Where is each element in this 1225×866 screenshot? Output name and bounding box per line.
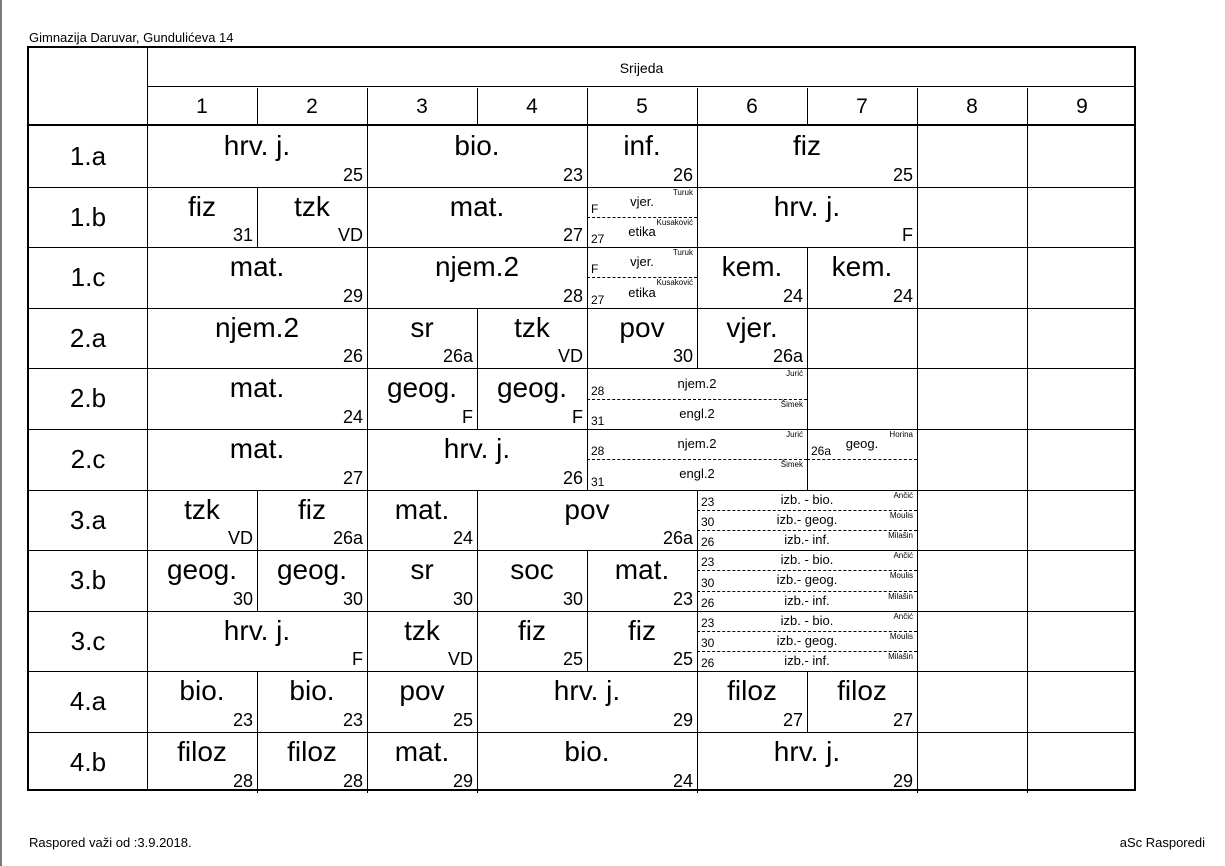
group-teacher: Milašin <box>888 652 913 662</box>
period-number: 8 <box>966 95 978 118</box>
lesson-subject: fiz <box>188 190 216 222</box>
lesson-cell[interactable] <box>367 550 477 611</box>
lesson-room: 26 <box>562 467 583 488</box>
group-subject: etika <box>628 284 656 300</box>
lesson-cell[interactable] <box>147 308 367 369</box>
split-lesson-cell[interactable] <box>807 429 917 490</box>
group-subject: izb.- inf. <box>784 592 830 608</box>
lesson-room: 29 <box>452 770 473 791</box>
lesson-subject: njem.2 <box>434 251 520 283</box>
lesson-cell[interactable] <box>367 187 587 248</box>
split-lesson-cell[interactable] <box>587 368 807 429</box>
lesson-subject: hrv. j. <box>223 614 291 646</box>
period-divider <box>697 88 698 126</box>
lesson-cell[interactable] <box>367 368 477 429</box>
group-lesson <box>697 591 917 611</box>
day-header: Srijeda <box>619 60 664 76</box>
lesson-subject: mat. <box>394 736 450 767</box>
group-room: 27 <box>591 232 605 247</box>
lesson-cell[interactable] <box>697 247 807 308</box>
group-lesson <box>587 277 697 307</box>
lesson-room: 28 <box>562 285 583 306</box>
group-subject: izb. - bio. <box>780 552 834 568</box>
lesson-room: F <box>352 649 363 670</box>
lesson-cell[interactable] <box>587 550 697 611</box>
lesson-room: 24 <box>452 528 473 549</box>
lesson-subject: sr <box>410 554 434 586</box>
lesson-room: 23 <box>232 709 253 730</box>
lesson-room: 30 <box>232 588 253 609</box>
group-room: 26a <box>811 444 832 459</box>
lesson-room: 29 <box>892 770 913 791</box>
lesson-subject: hrv. j. <box>773 190 841 222</box>
lesson-room: 26a <box>332 528 363 549</box>
lesson-subject: geog. <box>496 372 568 404</box>
cell-divider <box>1027 671 1028 732</box>
group-teacher: Horina <box>889 430 913 439</box>
lesson-cell[interactable] <box>147 550 257 611</box>
split-lesson-cell[interactable] <box>697 550 917 611</box>
lesson-room: 24 <box>782 285 803 306</box>
lesson-subject: filoz <box>837 675 887 707</box>
lesson-room: 25 <box>892 164 913 185</box>
lesson-cell[interactable] <box>697 308 807 369</box>
period-divider <box>1027 88 1028 126</box>
lesson-subject: geog. <box>386 372 458 404</box>
class-label: 3.a <box>69 504 107 535</box>
lesson-cell[interactable] <box>477 550 587 611</box>
group-lesson <box>587 217 697 247</box>
lesson-subject: hrv. j. <box>223 130 291 161</box>
class-label: 4.a <box>69 686 107 717</box>
lesson-cell[interactable] <box>587 611 697 672</box>
lesson-subject: tzk <box>514 311 550 343</box>
lesson-cell[interactable] <box>477 490 697 551</box>
lesson-room: 27 <box>562 225 583 246</box>
lesson-subject: bio. <box>564 736 610 767</box>
lesson-cell[interactable] <box>257 187 367 248</box>
group-room: F <box>591 201 599 216</box>
lesson-subject: bio. <box>289 675 335 707</box>
lesson-cell[interactable] <box>367 732 477 793</box>
group-subject: njem.2 <box>677 375 717 391</box>
lesson-subject: fiz <box>298 493 326 525</box>
lesson-subject: mat. <box>614 554 670 586</box>
lesson-cell[interactable] <box>257 732 367 793</box>
group-teacher: Ančić <box>893 490 913 500</box>
group-subject: engl.2 <box>679 405 715 421</box>
lesson-room: 30 <box>452 588 473 609</box>
group-lesson <box>587 187 697 217</box>
lesson-subject: filoz <box>177 736 227 767</box>
lesson-subject: sr <box>410 311 434 343</box>
lesson-subject: mat. <box>449 190 505 222</box>
group-room: 23 <box>701 555 715 570</box>
lesson-cell[interactable] <box>257 671 367 732</box>
class-label: 1.b <box>69 201 107 232</box>
cell-divider <box>917 490 918 551</box>
group-lesson <box>587 429 807 459</box>
cell-divider <box>917 732 918 793</box>
lesson-subject: njem.2 <box>214 311 300 343</box>
cell-divider <box>917 368 918 429</box>
period-number: 7 <box>856 95 868 118</box>
lesson-subject: geog. <box>166 554 238 586</box>
group-subject: njem.2 <box>677 436 717 452</box>
cell-divider <box>917 671 918 732</box>
lesson-room: 26a <box>772 346 803 367</box>
valid-from: Raspored važi od :3.9.2018. <box>29 835 192 850</box>
cell-divider <box>917 126 918 187</box>
cell-divider <box>1027 126 1028 187</box>
lesson-room: VD <box>557 346 583 367</box>
lesson-cell[interactable] <box>697 671 807 732</box>
lesson-cell[interactable] <box>147 732 257 793</box>
period-number: 5 <box>636 95 648 118</box>
group-room: 26 <box>701 656 715 671</box>
lesson-cell[interactable] <box>367 671 477 732</box>
lesson-cell[interactable] <box>697 126 917 187</box>
group-room: F <box>591 262 599 277</box>
period-divider <box>477 88 478 126</box>
group-lesson <box>697 611 917 631</box>
group-teacher: Milašin <box>888 591 913 601</box>
cell-divider <box>917 550 918 611</box>
lesson-cell[interactable] <box>147 368 367 429</box>
group-subject: vjer. <box>630 254 654 270</box>
period-number: 4 <box>526 95 538 118</box>
lesson-room: 26a <box>442 346 473 367</box>
lesson-room: F <box>572 406 583 427</box>
lesson-cell[interactable] <box>477 368 587 429</box>
group-subject: izb.- inf. <box>784 653 830 669</box>
group-room: 23 <box>701 615 715 630</box>
cell-divider <box>917 611 918 672</box>
group-lesson <box>807 429 917 459</box>
group-teacher: Milašin <box>888 530 913 540</box>
lesson-cell[interactable] <box>477 308 587 369</box>
lesson-room: VD <box>227 528 253 549</box>
split-lesson-cell[interactable] <box>587 247 697 308</box>
lesson-cell[interactable] <box>477 611 587 672</box>
period-divider <box>257 88 258 126</box>
group-subject: izb.- geog. <box>776 633 838 649</box>
lesson-subject: filoz <box>287 736 337 767</box>
lesson-subject: geog. <box>276 554 348 586</box>
lesson-cell[interactable] <box>367 308 477 369</box>
lesson-cell[interactable] <box>147 247 367 308</box>
period-number: 1 <box>196 95 208 118</box>
class-label: 4.b <box>69 747 107 777</box>
period-divider <box>807 88 808 126</box>
lesson-cell[interactable] <box>367 126 587 187</box>
class-label: 3.c <box>70 625 106 656</box>
lesson-subject: fiz <box>628 614 656 646</box>
lesson-cell[interactable] <box>367 429 587 490</box>
group-room: 31 <box>591 474 605 489</box>
lesson-subject: mat. <box>229 372 285 404</box>
lesson-room: 26a <box>662 528 693 549</box>
group-room: 26 <box>701 535 715 550</box>
group-subject: izb. - bio. <box>780 612 834 628</box>
group-lesson <box>587 399 807 429</box>
group-subject: izb.- geog. <box>776 511 838 527</box>
group-lesson <box>697 510 917 530</box>
class-label: 3.b <box>69 565 107 596</box>
lesson-subject: soc <box>510 554 554 586</box>
group-subject: etika <box>628 224 656 240</box>
lesson-subject: pov <box>564 493 610 525</box>
lesson-room: 25 <box>452 709 473 730</box>
class-label: 1.a <box>69 141 107 171</box>
lesson-cell[interactable] <box>147 611 367 672</box>
cell-divider <box>1027 247 1028 308</box>
group-subject: izb. - bio. <box>780 491 834 507</box>
lesson-room: 27 <box>342 467 363 488</box>
lesson-subject: mat. <box>394 493 450 525</box>
lesson-subject: vjer. <box>726 311 778 343</box>
split-lesson-cell[interactable] <box>587 429 807 490</box>
group-lesson <box>697 490 917 510</box>
group-room: 30 <box>701 514 715 529</box>
group-subject: vjer. <box>630 193 654 209</box>
timetable-grid <box>27 46 1136 791</box>
cell-divider <box>1027 187 1028 248</box>
lesson-cell[interactable] <box>367 247 587 308</box>
lesson-room: 29 <box>342 285 363 306</box>
lesson-cell[interactable] <box>477 671 697 732</box>
lesson-subject: filoz <box>727 675 777 707</box>
lesson-cell[interactable] <box>147 187 257 248</box>
group-room: 28 <box>591 383 605 398</box>
period-divider <box>367 88 368 126</box>
group-lesson <box>697 651 917 671</box>
lesson-cell[interactable] <box>147 126 367 187</box>
class-label: 2.c <box>70 444 106 474</box>
lesson-room: 30 <box>342 588 363 609</box>
group-lesson <box>697 550 917 570</box>
school-name: Gimnazija Daruvar, Gundulićeva 14 <box>29 30 234 45</box>
lesson-cell[interactable] <box>587 308 697 369</box>
cell-divider <box>917 308 918 369</box>
lesson-cell[interactable] <box>367 611 477 672</box>
period-divider <box>917 88 918 126</box>
lesson-cell[interactable] <box>807 671 917 732</box>
cell-divider <box>917 247 918 308</box>
lesson-cell[interactable] <box>477 732 697 793</box>
lesson-subject: bio. <box>454 130 500 161</box>
lesson-room: 24 <box>342 406 363 427</box>
lesson-subject: kem. <box>721 251 783 283</box>
period-number: 9 <box>1076 95 1088 118</box>
group-teacher: Kusaković <box>656 278 693 288</box>
cell-divider <box>1027 429 1028 490</box>
lesson-subject: fiz <box>793 130 821 161</box>
lesson-room: 27 <box>892 709 913 730</box>
group-divider <box>807 459 917 460</box>
group-subject: geog. <box>845 436 879 452</box>
lesson-cell[interactable] <box>367 490 477 551</box>
group-teacher: Šimek <box>780 460 803 470</box>
cell-divider <box>1027 368 1028 429</box>
lesson-subject: tzk <box>294 190 330 222</box>
lesson-cell[interactable] <box>257 490 367 551</box>
group-room: 27 <box>591 292 605 307</box>
lesson-room: 25 <box>562 649 583 670</box>
period-number: 6 <box>746 95 758 118</box>
period-divider <box>587 88 588 126</box>
group-teacher: Jurić <box>786 430 803 439</box>
cell-divider <box>1027 490 1028 551</box>
lesson-cell[interactable] <box>587 126 697 187</box>
lesson-subject: tzk <box>404 614 440 646</box>
lesson-subject: tzk <box>184 493 220 525</box>
lesson-room: 28 <box>232 770 253 791</box>
cell-divider <box>917 187 918 248</box>
lesson-cell[interactable] <box>257 550 367 611</box>
lesson-room: F <box>462 406 473 427</box>
lesson-subject: pov <box>399 675 445 707</box>
group-lesson <box>587 368 807 398</box>
lesson-room: 26 <box>342 346 363 367</box>
software-name: aSc Rasporedi <box>1119 835 1205 850</box>
header-divider <box>147 86 1134 87</box>
lesson-subject: hrv. j. <box>773 736 841 767</box>
cell-divider <box>917 429 918 490</box>
lesson-cell[interactable] <box>807 247 917 308</box>
group-room: 23 <box>701 494 715 509</box>
lesson-room: 23 <box>562 164 583 185</box>
group-teacher: Ančić <box>893 551 913 561</box>
lesson-room: 30 <box>562 588 583 609</box>
group-room: 28 <box>591 444 605 459</box>
lesson-cell[interactable] <box>697 187 917 248</box>
lesson-cell[interactable] <box>147 671 257 732</box>
lesson-room: F <box>902 225 913 246</box>
lesson-room: 30 <box>672 346 693 367</box>
group-lesson <box>697 570 917 590</box>
lesson-subject: kem. <box>831 251 893 283</box>
group-teacher: Ančić <box>893 611 913 621</box>
cell-divider <box>1027 308 1028 369</box>
group-subject: izb.- geog. <box>776 572 838 588</box>
lesson-room: 26 <box>672 164 693 185</box>
lesson-room: VD <box>447 649 473 670</box>
group-room: 26 <box>701 595 715 610</box>
group-teacher: Kusaković <box>656 217 693 227</box>
class-label: 2.b <box>69 383 107 414</box>
lesson-room: 24 <box>672 770 693 791</box>
cell-divider <box>1027 732 1028 793</box>
cell-divider <box>807 368 808 429</box>
group-teacher: Jurić <box>786 369 803 379</box>
lesson-cell[interactable] <box>697 732 917 793</box>
page-edge <box>0 0 2 866</box>
group-room: 30 <box>701 636 715 651</box>
cell-divider <box>1027 611 1028 672</box>
lesson-subject: hrv. j. <box>443 433 511 464</box>
lesson-subject: inf. <box>623 130 661 161</box>
cell-divider <box>1027 550 1028 611</box>
lesson-subject: fiz <box>518 614 546 646</box>
lesson-cell[interactable] <box>147 429 367 490</box>
group-lesson <box>587 459 807 489</box>
lesson-room: 25 <box>672 649 693 670</box>
group-lesson <box>587 247 697 277</box>
period-number: 2 <box>306 95 318 118</box>
lesson-room: 27 <box>782 709 803 730</box>
lesson-subject: bio. <box>179 675 225 707</box>
group-subject: engl.2 <box>679 466 715 482</box>
group-teacher: Turuk <box>672 248 693 258</box>
group-teacher: Šimek <box>780 399 803 409</box>
group-teacher: Moulis <box>889 571 913 581</box>
lesson-room: 25 <box>342 164 363 185</box>
lesson-room: 23 <box>342 709 363 730</box>
class-label: 1.c <box>70 262 106 293</box>
group-room: 31 <box>591 413 605 428</box>
lesson-subject: hrv. j. <box>553 675 621 707</box>
group-lesson <box>697 631 917 651</box>
period-number: 3 <box>416 95 428 118</box>
group-teacher: Moulis <box>889 510 913 520</box>
group-subject: izb.- inf. <box>784 532 830 548</box>
lesson-subject: mat. <box>229 433 285 464</box>
lesson-room: 28 <box>342 770 363 791</box>
group-teacher: Turuk <box>672 187 693 197</box>
lesson-room: 23 <box>672 588 693 609</box>
split-lesson-cell[interactable] <box>587 187 697 248</box>
lesson-cell[interactable] <box>147 490 257 551</box>
cell-divider <box>807 308 808 369</box>
lesson-subject: pov <box>619 311 665 343</box>
class-label: 2.a <box>69 322 107 353</box>
lesson-subject: mat. <box>229 251 285 283</box>
split-lesson-cell[interactable] <box>697 490 917 551</box>
lesson-room: 29 <box>672 709 693 730</box>
lesson-room: 24 <box>892 285 913 306</box>
split-lesson-cell[interactable] <box>697 611 917 672</box>
lesson-room: 31 <box>232 225 253 246</box>
group-teacher: Moulis <box>889 631 913 641</box>
group-lesson <box>697 530 917 550</box>
group-room: 30 <box>701 575 715 590</box>
lesson-room: VD <box>337 225 363 246</box>
